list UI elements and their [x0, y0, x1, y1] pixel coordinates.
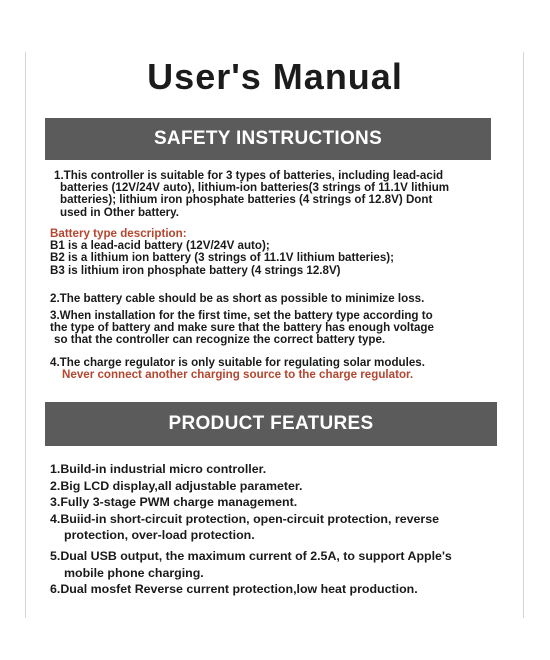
page-title: User's Manual	[147, 56, 403, 97]
feature-item-continuation: protection, over-load protection.	[64, 528, 255, 543]
safety-item-1-line: used in Other battery.	[60, 205, 179, 219]
safety-warning: Never connect another charging source to the charge regulator.	[62, 368, 414, 382]
safety-item-3-line: 3.When installation for the first time, set the battery type according to	[50, 309, 433, 322]
safety-item-1-line: 1.This controller is suitable for 3 types of batteries, including lead-acid	[54, 169, 444, 182]
safety-item-1-line: batteries); lithium iron phosphate batteries (4 strings of 12.8V) Dont	[60, 193, 433, 207]
feature-item: 2.Big LCD display,all adjustable parameter.	[50, 478, 303, 493]
safety-item-3	[50, 310, 434, 347]
battery-type-line: B2 is a lithium ion battery (3 strings of 11.1V lithium batteries);	[50, 251, 395, 265]
page-border-right	[523, 52, 524, 618]
battery-type-description	[50, 228, 394, 277]
safety-item-3-line: the type of battery and make sure that the battery has enough voltage	[50, 321, 434, 335]
safety-item-4-line: 4.The charge regulator is only suitable for regulating solar modules.	[50, 356, 425, 369]
feature-item: 5.Dual USB output, the maximum current of 2.5A, to support Apple's	[50, 548, 452, 563]
safety-item-1	[54, 170, 449, 219]
page-border-left	[25, 52, 26, 618]
safety-item-1-line: batteries (12V/24V auto), lithium-ion batteries(3 strings of 11.1V lithium	[60, 181, 450, 195]
safety-item-2-line: 2.The battery cable should be as short as possible to minimize loss.	[50, 292, 425, 305]
safety-item-2	[50, 293, 424, 305]
features-section-header: PRODUCT FEATURES	[45, 402, 497, 446]
safety-item-4	[50, 357, 425, 381]
feature-item: 1.Build-in industrial micro controller.	[50, 462, 267, 476]
feature-item: 6.Dual mosfet Reverse current protection,low heat production.	[50, 582, 418, 597]
feature-item: 3.Fully 3-stage PWM charge management.	[50, 495, 298, 510]
feature-item: 4.Buiid-in short-circuit protection, open-circuit protection, reverse	[50, 511, 439, 526]
safety-item-3-line: so that the controller can recognize the correct battery type.	[54, 333, 386, 347]
feature-item-continuation: mobile phone charging.	[64, 565, 204, 580]
battery-type-heading: Battery type description:	[50, 227, 187, 240]
battery-type-line: B1 is a lead-acid battery (12V/24V auto);	[50, 239, 270, 253]
features-list	[50, 461, 510, 598]
battery-type-line: B3 is lithium iron phosphate battery (4 strings 12.8V)	[50, 263, 341, 277]
safety-section-header: SAFETY INSTRUCTIONS	[45, 118, 491, 160]
